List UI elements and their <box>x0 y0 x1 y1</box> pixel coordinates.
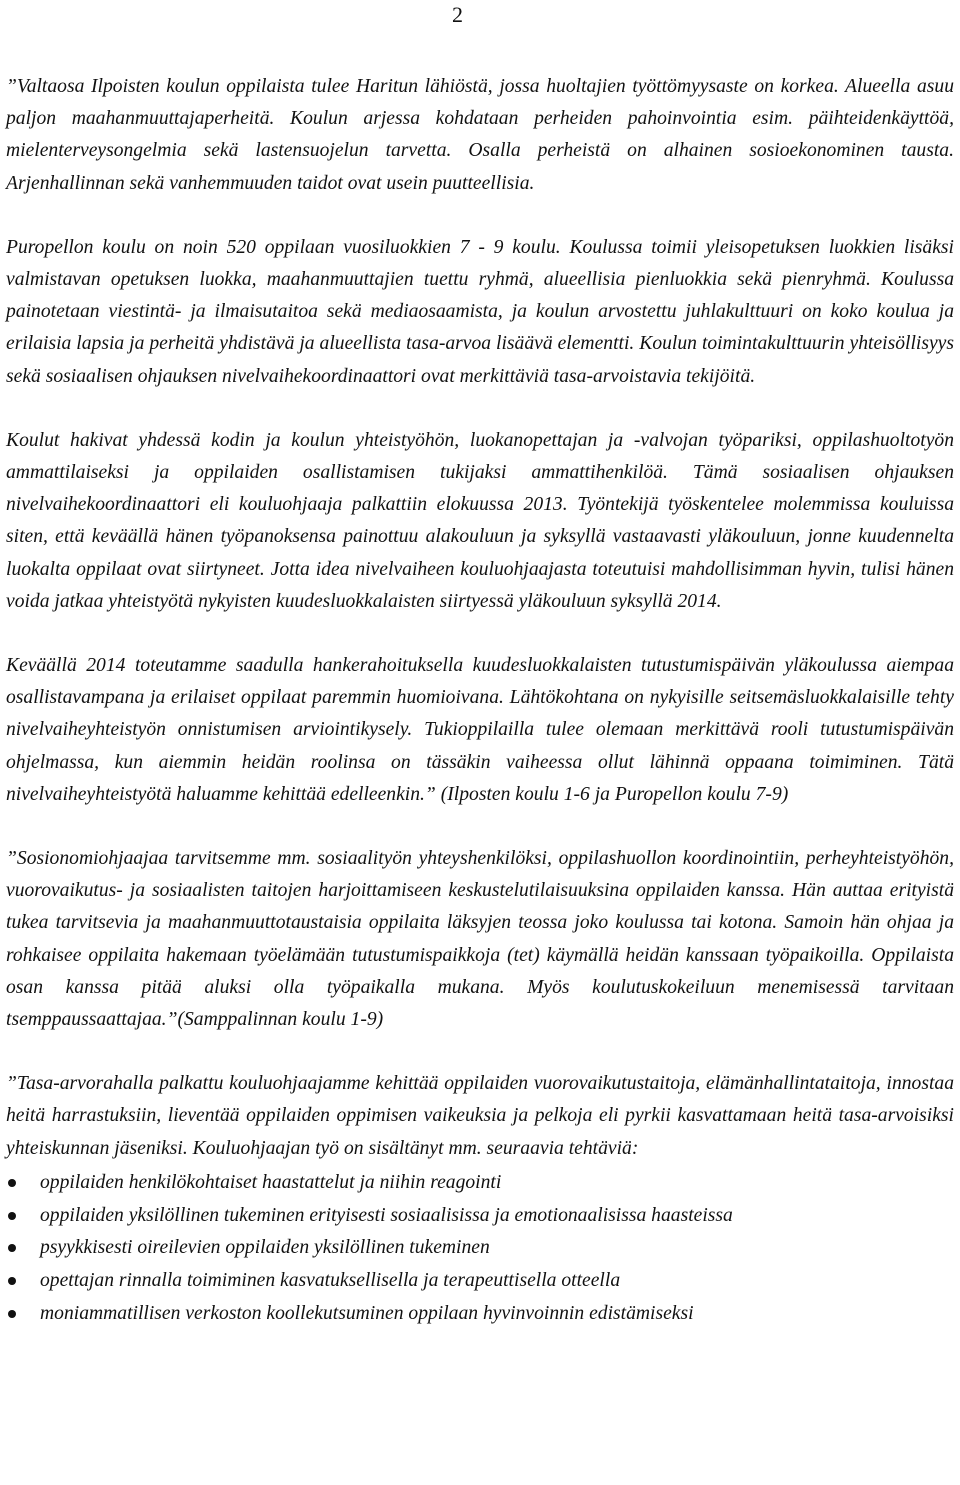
paragraph-tasa-arvoraha: ”Tasa-arvorahalla palkattu kouluohjaajamme kehittää oppilaiden vuorovaikutustaitoja, elämänhallintataitoja, innostaa heitä harrastuksiin, lieventää oppilaiden oppimisen vaikeuksia ja pelkoja eli pyrkii kasvattamaan heitä tasa-arvoisiksi yhteiskunnan jäseniksi. Kouluohjaajan työ on sisältänyt mm. seuraavia tehtäviä: <box>6 1073 954 1159</box>
list-item <box>6 1298 954 1331</box>
paragraph-ilpoinen-intro: ”Valtaosa Ilpoisten koulun oppilaista tulee Haritun lähiöstä, jossa huoltajien työttömyysaste on korkea. Alueella asuu paljon maahanmuuttajaperheitä. Koulun arjessa kohdataan perheiden pahoinvointia esim. päihteidenkäyttöä, mielenterveysongelmia sekä lastensuojelun tarvetta. Osalla perheistä on alhainen sosioekonominen tausta. Arjenhallinnan sekä vanhemmuuden taidot ovat usein puutteellisia. <box>6 76 954 194</box>
list-item <box>6 1232 954 1265</box>
list-item-text: psyykkisesti oireilevien oppilaiden yksilöllinen tukeminen <box>40 1237 490 1259</box>
list-item <box>6 1200 954 1233</box>
task-bullet-list <box>6 1167 954 1331</box>
bullet-icon <box>8 1310 16 1318</box>
paragraph-puropelto: Puropellon koulu on noin 520 oppilaan vuosiluokkien 7 - 9 koulu. Koulussa toimii yleisopetuksen luokkien lisäksi valmistavan opetuksen luokka, maahanmuuttajien tuettu ryhmä, alueellisia pienluokkia sekä pienryhmä. Koulussa painotetaan viestintä- ja ilmaisutaitoa sekä mediaosaamista, ja koulun arvostettu juhlakulttuuri on koko koulua ja erilaisia lapsia ja perheitä yhdistävä ja alueellista tasa-arvoa lisäävä elementti. Koulun toimintakulttuurin yhteisöllisyys sekä sosiaalisen ohjauksen nivelvaihekoordinaattori ovat merkittäviä tasa-arvoistavia tekijöitä. <box>6 236 954 387</box>
paragraph-joint-application: Koulut hakivat yhdessä kodin ja koulun yhteistyöhön, luokanopettajan ja -valvojan työpariksi, oppilashuoltotyön ammattilaiseksi ja oppilaiden osallistamisen tukijaksi ammattihenkilöä. Tämä sosiaalisen ohjauksen nivelvaihekoordinaattori eli kouluohjaaja palkattiin elokuussa 2013. Työntekijä työskentelee molemmissa kouluissa siten, että keväällä hänen työpanoksensa painottuu alakouluun ja syksyllä vastaavasti yläkouluun, jonne kuudennelta luokalta oppilaat ovat siirtyneet. Jotta idea nivelvaiheen kouluohjaajasta toteutuisi mahdollisimman hyvin, tulisi hänen voida jatkaa yhteistyötä nykyisten kuudesluokkalaisten siirtyessä yläkouluun syksyllä 2014. <box>6 429 954 612</box>
list-item <box>6 1265 954 1298</box>
page-number: 2 <box>452 2 463 27</box>
list-item <box>6 1167 954 1200</box>
bullet-icon <box>8 1212 16 1220</box>
document-body <box>6 71 954 1331</box>
bullet-icon <box>8 1179 16 1187</box>
bullet-icon <box>8 1277 16 1285</box>
bullet-icon <box>8 1244 16 1252</box>
list-item-text: oppilaiden henkilökohtaiset haastattelut ja niihin reagointi <box>40 1171 502 1193</box>
list-item-text: moniammatillisen verkoston koollekutsuminen oppilaan hyvinvoinnin edistämiseksi <box>40 1303 694 1325</box>
paragraph-spring-2014: Keväällä 2014 toteutamme saadulla hankerahoituksella kuudesluokkalaisten tutustumispäivän yläkoulussa aiempaa osallistavampana ja erilaiset oppilaat paremmin huomioivana. Lähtökohtana on nykyisille seitsemäsluokkalaisille tehty nivelvaiheyhteistyön onnistumisen arviointikysely. Tukioppilailla tulee olemaan merkittävä rooli tutustumispäivän ohjelmassa, kun aiemmin heidän roolinsa on tässäkin vaiheessa ollut lähinnä oppaana toimiminen. Tätä nivelvaiheyhteistyötä haluamme kehittää edelleenkin.” (Ilposten koulu 1-6 ja Puropellon koulu 7-9) <box>6 655 954 805</box>
paragraph-samppalinna: ”Sosionomiohjaajaa tarvitsemme mm. sosiaalityön yhteyshenkilöksi, oppilashuollon koordinointiin, perheyhteistyöhön, vuorovaikutus- ja sosiaalisten taitojen harjoittamiseen keskustelutilaisuuksina oppilaiden kanssa. Hän auttaa erityistä tukea tarvitsevia ja maahanmuuttotaustaisia oppilaita läksyjen teossa joko koulussa tai kotona. Samoin hän ohjaa ja rohkaisee oppilaita hakemaan työelämään tutustumispaikkoja (tet) käymällä heidän kanssaan työpaikoilla. Oppilaista osan kanssa pitää aluksi olla työpaikalla mukana. Myös koulutuskokeiluun menemisessä tarvitaan tsemppaussaattajaa.”(Samppalinnan koulu 1-9) <box>6 848 954 1031</box>
list-item-text: oppilaiden yksilöllinen tukeminen erityisesti sosiaalisissa ja emotionaalisissa haasteissa <box>40 1204 733 1226</box>
list-item-text: opettajan rinnalla toimiminen kasvatuksellisella ja terapeuttisella otteella <box>40 1270 621 1292</box>
